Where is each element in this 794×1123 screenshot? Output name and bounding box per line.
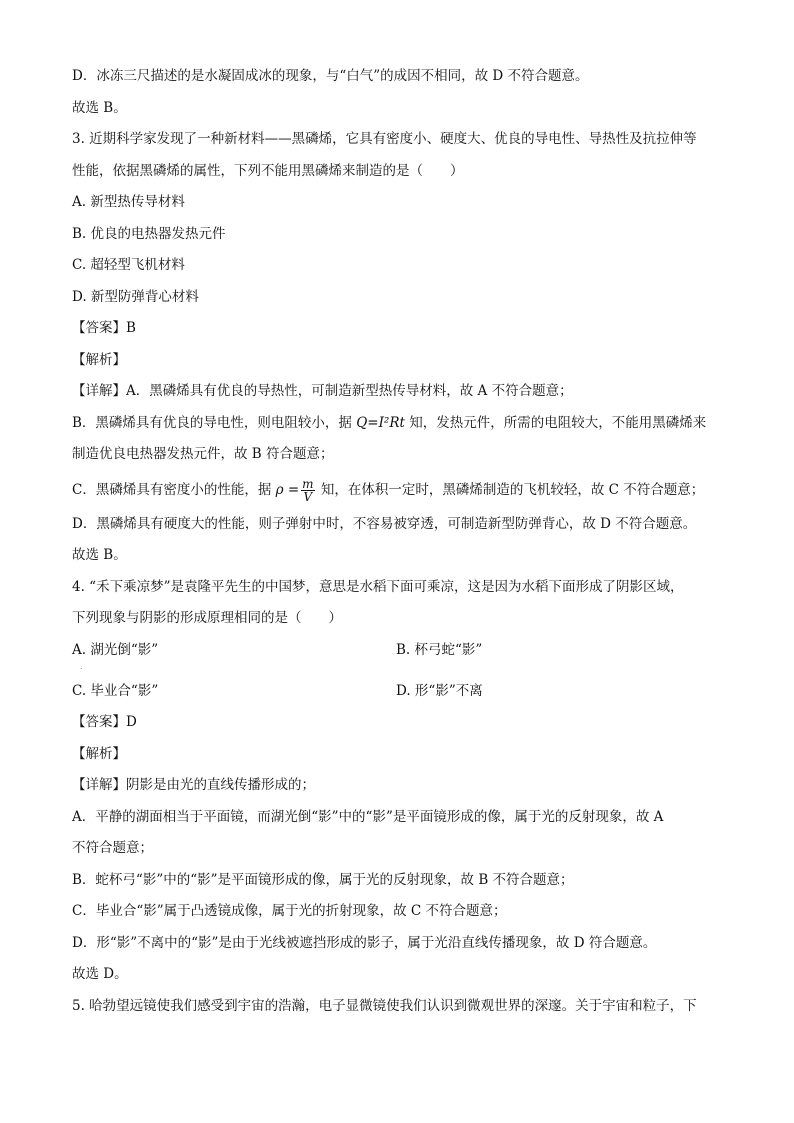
q3-choice: 故选 B。 [72,547,127,563]
q4-detail-c: C．毕业合“影”属于凸透镜成像，属于光的折射现象，故 C 不符合题意； [72,903,507,919]
q3-detail-a: 【详解】A．黑磷烯具有优良的导热性，可制造新型热传导材料，故 A 不符合题意； [72,383,573,399]
density-symbol: ρ = [275,482,300,498]
q4-choice: 故选 D。 [72,966,128,982]
q4-answer: 【答案】D [72,714,137,730]
q4-stem-line2: 下列现象与阴影的形成原理相同的是（ ） [72,610,342,626]
q4-option-c: C. 毕业合“影” [72,683,159,699]
q3-option-d: D. 新型防弹背心材料 [72,289,199,305]
q4-detail-intro: 【详解】阴影是由光的直线传播形成的； [72,777,315,793]
q4-detail-a-line2: 不符合题意； [72,840,153,856]
q3-detail-c [72,478,704,503]
q2-option-d-explanation: D．冰冻三尺描述的是水凝固成冰的现象，与“白气”的成因不相同，故 D 不符合题意。 [72,68,589,84]
q3-option-c: C. 超轻型飞机材料 [72,257,185,273]
q3-detail-c-post: 知，在体积一定时，黑磷烯制造的飞机较轻，故 C 不符合题意； [316,482,705,498]
q2-choice: 故选 B。 [72,100,127,116]
density-fraction [301,478,314,503]
q4-detail-b: B．蛇杯弓“影”中的“影”是平面镜形成的像，属于光的反射现象，故 B 不符合题意； [72,872,574,888]
joule-formula: Q=I²Rt [356,415,405,431]
q3-stem-line1: 3. 近期科学家发现了一种新材料——黑磷烯，它具有密度小、硬度大、优良的导电性、导热性及抗拉伸等 [72,131,697,147]
q4-option-b: B. 杯弓蛇“影” [396,642,483,658]
q3-stem-line2: 性能，依据黑磷烯的属性，下列不能用黑磷烯来制造的是（ ） [72,163,464,179]
q4-stem-line1: 4. “禾下乘凉梦”是袁隆平先生的中国梦，意思是水稻下面可乘凉，这是因为水稻下面形成了阴影区域， [72,579,684,595]
q4-option-d: D. 形“影”不离 [396,683,483,699]
q3-detail-b-pre: B．黑磷烯具有优良的导电性，则电阻较小，据 [72,415,357,431]
q3-option-a: A. 新型热传导材料 [72,194,185,210]
q3-analysis-heading: 【解析】 [72,352,126,368]
q3-detail-b-line2: 制造优良电热器发热元件，故 B 符合题意； [72,446,334,462]
q4-detail-d: D．形“影”不离中的“影”是由于光线被遮挡形成的影子，属于光沿直线传播现象，故 D 符合题意。 [72,935,657,951]
q3-detail-d: D．黑磷烯具有硬度大的性能，则子弹射中时，不容易被穿透，可制造新型防弹背心，故 D 不符合题意。 [72,516,697,532]
q3-detail-c-pre: C．黑磷烯具有密度小的性能，据 [72,482,276,498]
q4-option-a: A. 湖光倒“影” [72,642,159,658]
stray-mark: . [80,662,83,671]
q5-stem-line1: 5. 哈勃望远镜使我们感受到宇宙的浩瀚，电子显微镜使我们认识到微观世界的深邃。关于宇宙和粒子，下 [72,998,697,1014]
q4-detail-a-line1: A．平静的湖面相当于平面镜，而湖光倒“影”中的“影”是平面镜形成的像，属于光的反射现象，故 A [72,809,664,825]
q4-analysis-heading: 【解析】 [72,746,126,762]
fraction-denominator: V [303,490,313,504]
q3-option-b: B. 优良的电热器发热元件 [72,226,226,242]
fraction-numerator: m [302,477,314,491]
q3-detail-b-line1 [72,414,706,432]
q3-detail-b-post: 知，发热元件，所需的电阻较大，不能用黑磷烯来 [404,415,707,431]
q3-answer: 【答案】B [72,320,136,336]
